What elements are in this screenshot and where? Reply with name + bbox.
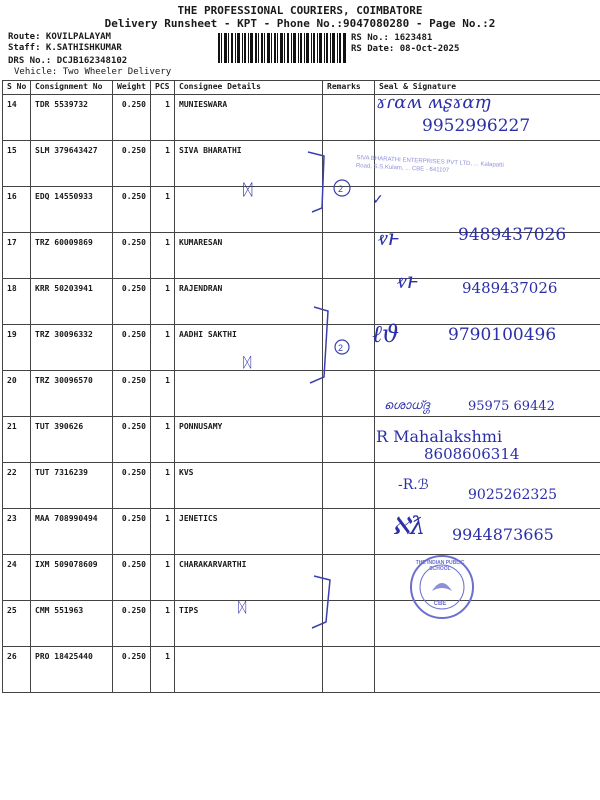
cell-consignee: KVS	[175, 463, 323, 509]
handwritten-phone-24: 9944873665	[452, 525, 554, 544]
cell-seal	[375, 647, 600, 693]
cell-consignment: PRO 18425440	[31, 647, 113, 693]
col-remarks: Remarks	[323, 81, 375, 95]
cell-seal	[375, 555, 600, 601]
signature-23: -R.ℬ	[398, 477, 429, 493]
cell-remarks	[323, 463, 375, 509]
cell-sno: 26	[3, 647, 31, 693]
rs-date-label: RS Date: 08-Oct-2025	[351, 44, 460, 54]
cell-consignment: TDR 5539732	[31, 95, 113, 141]
cell-sno: 18	[3, 279, 31, 325]
col-seal: Seal & Signature	[375, 81, 600, 95]
school-seal-sub: CBE	[433, 601, 447, 607]
cell-pcs: 1	[151, 601, 175, 647]
cell-weight: 0.250	[113, 417, 151, 463]
col-pcs: PCS	[151, 81, 175, 95]
cell-sno: 21	[3, 417, 31, 463]
signature-20: ᛞ	[243, 355, 252, 371]
cell-weight: 0.250	[113, 95, 151, 141]
cell-pcs: 1	[151, 463, 175, 509]
cell-pcs: 1	[151, 187, 175, 233]
col-consignment: Consignment No	[31, 81, 113, 95]
route-label: Route: KOVILPALAYAM	[8, 32, 111, 42]
cell-consignment: TRZ 30096570	[31, 371, 113, 417]
remark-bracket-25-26	[300, 572, 360, 632]
cell-consignee: JENETICS	[175, 509, 323, 555]
handwritten-phone-18: 9489437026	[462, 279, 558, 297]
cell-sno: 16	[3, 187, 31, 233]
signature-24: ℵƛ	[392, 512, 426, 540]
cell-sno: 19	[3, 325, 31, 371]
svg-text:2: 2	[338, 184, 344, 194]
cell-weight: 0.250	[113, 325, 151, 371]
company-stamp: SIVA BHARATHI ENTERPRISES PVT LTD, ... Kalapatti Road, S.S.Kulam, ... CBE - 641107	[355, 155, 504, 174]
table-row	[3, 647, 600, 693]
signature-17: ⱴⱶ	[378, 226, 400, 251]
cell-sno: 15	[3, 141, 31, 187]
col-consignee: Consignee Details	[175, 81, 323, 95]
signature-26: ᛞ	[238, 600, 247, 616]
cell-consignee: TIPS	[175, 601, 323, 647]
cell-sno: 23	[3, 509, 31, 555]
cell-consignee	[175, 647, 323, 693]
cell-sno: 24	[3, 555, 31, 601]
cell-consignment: TUT 7316239	[31, 463, 113, 509]
svg-text:2: 2	[338, 343, 344, 353]
cell-consignment: CMM 551963	[31, 601, 113, 647]
cell-consignment: IXM 509078609	[31, 555, 113, 601]
col-weight: Weight	[113, 81, 151, 95]
cell-pcs: 1	[151, 509, 175, 555]
cell-sno: 14	[3, 95, 31, 141]
cell-weight: 0.250	[113, 509, 151, 555]
staff-label: Staff: K.SATHISHKUMAR	[8, 43, 122, 53]
handwritten-phone-22: 8608606314	[424, 445, 520, 463]
report-title: THE PROFESSIONAL COURIERS, COIMBATORE	[177, 4, 423, 17]
cell-pcs: 1	[151, 141, 175, 187]
cell-consignee: RAJENDRAN	[175, 279, 323, 325]
handwritten-phone-23: 9025262325	[468, 487, 558, 503]
cell-consignment: EDQ 14550933	[31, 187, 113, 233]
cell-pcs: 1	[151, 555, 175, 601]
cell-remarks	[323, 417, 375, 463]
signature-19: ℓϑ	[372, 320, 400, 348]
signature-16: ᛞ	[243, 180, 253, 199]
handwritten-name-22: R Mahalakshmi	[376, 427, 503, 446]
table-header-row	[3, 81, 600, 95]
cell-sno: 22	[3, 463, 31, 509]
cell-consignment: TRZ 30096332	[31, 325, 113, 371]
cell-weight: 0.250	[113, 233, 151, 279]
remark-bracket-15-16	[300, 148, 360, 218]
cell-consignment: TRZ 60009869	[31, 233, 113, 279]
rs-no-label: RS No.: 1623481	[351, 33, 433, 43]
cell-seal	[375, 601, 600, 647]
cell-remarks	[323, 509, 375, 555]
cell-consignee: KUMARESAN	[175, 233, 323, 279]
signature-18: ⱴⱶ	[397, 269, 419, 294]
report-subtitle: Delivery Runsheet - KPT - Phone No.:9047080280 - Page No.:2	[104, 17, 496, 30]
tick-16: ✓	[372, 192, 384, 208]
cell-weight: 0.250	[113, 279, 151, 325]
cell-remarks	[323, 95, 375, 141]
cell-consignee: SIVA BHARATHI	[175, 141, 323, 187]
cell-consignee: CHARAKARVARTHI	[175, 555, 323, 601]
drs-label: DRS No.: DCJB162348102	[8, 56, 128, 66]
col-sno: S No	[3, 81, 31, 95]
cell-pcs: 1	[151, 647, 175, 693]
cell-pcs: 1	[151, 371, 175, 417]
cell-pcs: 1	[151, 95, 175, 141]
cell-weight: 0.250	[113, 647, 151, 693]
handwritten-phone-21: 95975 69442	[468, 399, 555, 414]
signature-21: ശൊധ്ദ്ഗ	[384, 398, 430, 412]
cell-weight: 0.250	[113, 141, 151, 187]
handwritten-phone-17: 9489437026	[458, 225, 567, 245]
cell-pcs: 1	[151, 417, 175, 463]
cell-consignment: KRR 50203941	[31, 279, 113, 325]
school-seal-text: THE INDIAN PUBLIC SCHOOL	[415, 560, 465, 572]
cell-sno: 17	[3, 233, 31, 279]
cell-remarks	[323, 233, 375, 279]
cell-weight: 0.250	[113, 601, 151, 647]
cell-weight: 0.250	[113, 371, 151, 417]
cell-sno: 25	[3, 601, 31, 647]
cell-sno: 20	[3, 371, 31, 417]
cell-consignee: MUNIESWARA	[175, 95, 323, 141]
cell-consignment: SLM 379643427	[31, 141, 113, 187]
cell-weight: 0.250	[113, 463, 151, 509]
signature-14: ɤɾɑʍ ʍʂɤɑɱ	[376, 92, 492, 113]
vehicle-label: Vehicle: Two Wheeler Delivery	[14, 67, 172, 77]
cell-weight: 0.250	[113, 187, 151, 233]
cell-consignment: MAA 708990494	[31, 509, 113, 555]
handwritten-phone-20: 9790100496	[448, 325, 557, 345]
barcode-image	[218, 33, 346, 63]
cell-pcs: 1	[151, 325, 175, 371]
cell-remarks	[323, 647, 375, 693]
remark-bracket-19-20	[300, 303, 360, 389]
cell-pcs: 1	[151, 233, 175, 279]
cell-weight: 0.250	[113, 555, 151, 601]
handwritten-phone-15: 9952996227	[422, 116, 531, 136]
cell-consignee: AADHI SAKTHI	[175, 325, 323, 371]
cell-pcs: 1	[151, 279, 175, 325]
cell-consignee: PONNUSAMY	[175, 417, 323, 463]
cell-consignment: TUT 390626	[31, 417, 113, 463]
